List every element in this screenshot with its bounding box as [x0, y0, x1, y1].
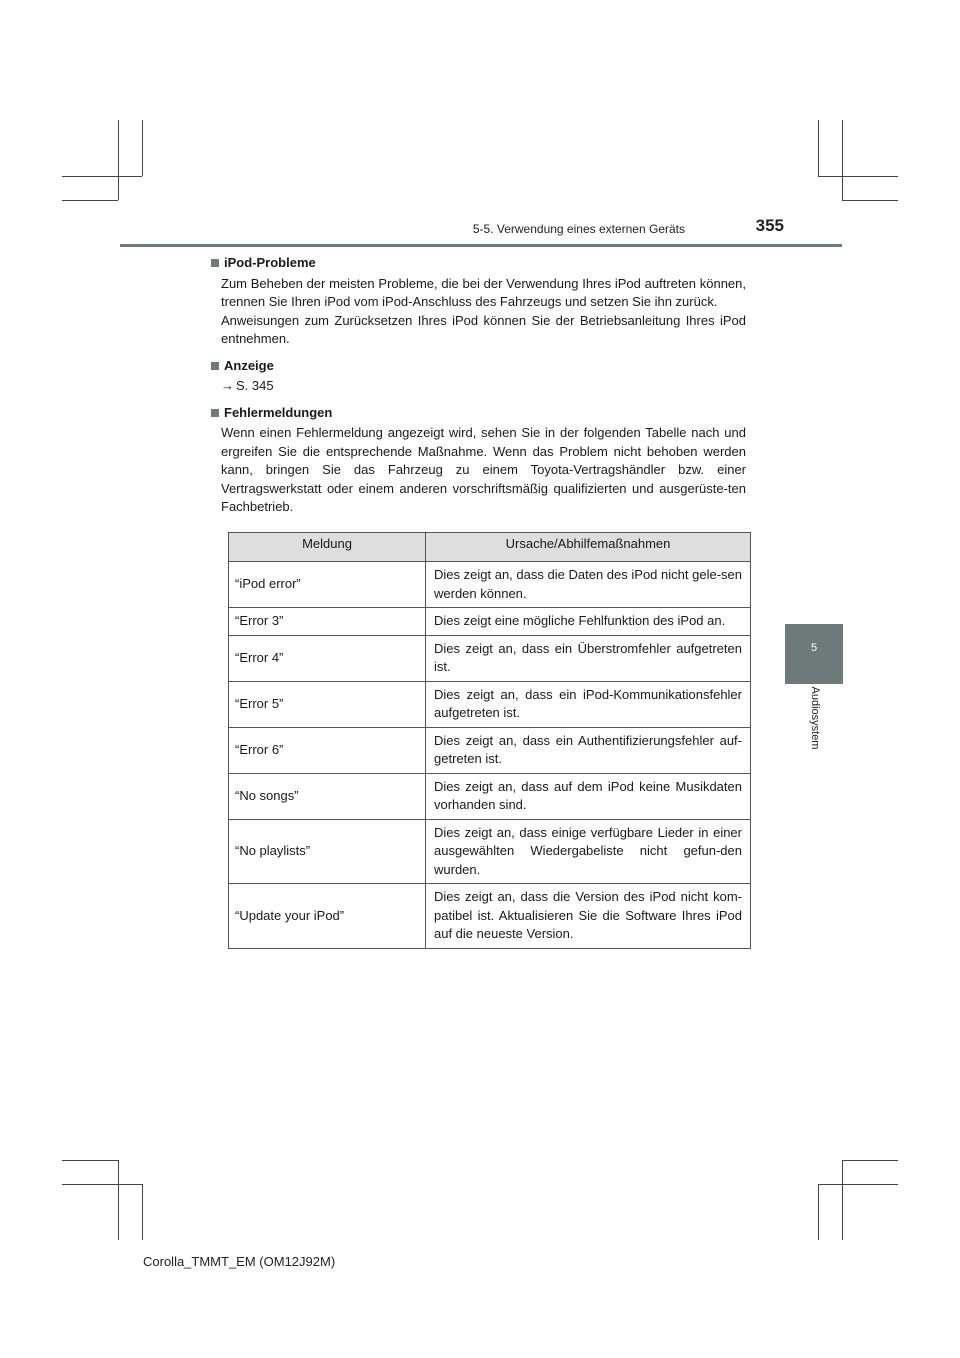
section-body: [221, 377, 746, 396]
section-heading-ipod-problems: [211, 254, 746, 273]
crop-mark: [118, 1160, 119, 1240]
crop-mark: [62, 1160, 118, 1161]
message-cell: “Error 5”: [229, 681, 426, 727]
table-row: [229, 727, 751, 773]
chapter-title: 5-5. Verwendung eines externen Geräts: [472, 222, 685, 236]
crop-mark: [842, 120, 843, 200]
cause-cell: Dies zeigt an, dass ein iPod-Kommunikationsfehler aufgetreten ist.: [426, 681, 751, 727]
page-reference-text: S. 345: [236, 378, 274, 393]
section-body: [221, 275, 746, 349]
crop-mark: [62, 1184, 142, 1185]
page-reference[interactable]: [221, 377, 746, 396]
chapter-tab-label: Audiosystem: [809, 686, 821, 750]
square-bullet-icon: [211, 362, 219, 370]
main-content: [211, 254, 746, 517]
table-row: [229, 884, 751, 949]
crop-mark: [818, 120, 819, 176]
arrow-right-icon: →: [221, 378, 234, 393]
column-header-message: Meldung: [229, 533, 426, 562]
header-rule: [120, 244, 842, 247]
table-row: [229, 608, 751, 636]
page-number: 355: [755, 216, 784, 235]
chapter-tab-number: 5: [810, 642, 818, 654]
cause-cell: Dies zeigt eine mögliche Fehlfunktion des iPod an.: [426, 608, 751, 636]
section-heading-error-messages: [211, 404, 746, 423]
message-cell: “Update your iPod”: [229, 884, 426, 949]
message-cell: “iPod error”: [229, 562, 426, 608]
table-row: [229, 562, 751, 608]
table-row: [229, 819, 751, 884]
crop-mark: [118, 120, 119, 200]
crop-mark: [842, 200, 898, 201]
cause-cell: Dies zeigt an, dass ein Überstromfehler aufgetreten ist.: [426, 635, 751, 681]
section-heading-display: [211, 357, 746, 376]
table-row: [229, 681, 751, 727]
cause-cell: Dies zeigt an, dass ein Authentifizierungsfehler auf-getreten ist.: [426, 727, 751, 773]
message-cell: “Error 6”: [229, 727, 426, 773]
table-header-row: [229, 533, 751, 562]
cause-cell: Dies zeigt an, dass auf dem iPod keine Musikdaten vorhanden sind.: [426, 773, 751, 819]
cause-cell: Dies zeigt an, dass die Version des iPod nicht kom-patibel ist. Aktualisieren Sie die Software Ihres iPod auf die neueste Version.: [426, 884, 751, 949]
paragraph: Anweisungen zum Zurücksetzen Ihres iPod können Sie der Betriebsanleitung Ihres iPod entnehmen.: [221, 312, 746, 346]
paragraph: Zum Beheben der meisten Probleme, die bei der Verwendung Ihres iPod auftreten können, trennen Sie Ihren iPod vom iPod-Anschluss des Fahrzeugs und setzen Sie ihn zurück.: [221, 275, 746, 309]
crop-mark: [62, 176, 142, 177]
section-heading-text: Fehlermeldungen: [224, 404, 333, 420]
crop-mark: [818, 176, 898, 177]
message-cell: “No playlists”: [229, 819, 426, 884]
crop-mark: [142, 120, 143, 176]
section-heading-text: Anzeige: [224, 357, 274, 373]
table-row: [229, 635, 751, 681]
crop-mark: [842, 1160, 898, 1161]
document-id: Corolla_TMMT_EM (OM12J92M): [143, 1254, 336, 1269]
message-cell: “Error 4”: [229, 635, 426, 681]
crop-mark: [818, 1184, 898, 1185]
table-row: [229, 773, 751, 819]
section-body: [221, 424, 746, 517]
paragraph: Wenn einen Fehlermeldung angezeigt wird, sehen Sie in der folgenden Tabelle nach und ergreifen Sie die entsprechende Maßnahme. Wenn das Problem nicht behoben werden kann, bringen Sie das Fahrzeug zu einem Toyota-Vertragshändler bzw. einer Vertragswerkstatt oder einem anderen vorschriftsmäßig qualifizierten und ausgerüste-ten Fachbetrieb.: [221, 425, 746, 514]
crop-mark: [818, 1184, 819, 1240]
cause-cell: Dies zeigt an, dass die Daten des iPod nicht gele-sen werden können.: [426, 562, 751, 608]
crop-mark: [842, 1160, 843, 1240]
crop-mark: [142, 1184, 143, 1240]
error-message-table: [228, 532, 751, 949]
message-cell: “Error 3”: [229, 608, 426, 636]
section-heading-text: iPod-Probleme: [224, 255, 316, 270]
crop-mark: [62, 200, 118, 201]
square-bullet-icon: [211, 409, 219, 417]
square-bullet-icon: [211, 259, 219, 267]
message-cell: “No songs”: [229, 773, 426, 819]
cause-cell: Dies zeigt an, dass einige verfügbare Lieder in einer ausgewählten Wiedergabeliste nicht gefun-den wurden.: [426, 819, 751, 884]
column-header-cause: Ursache/Abhilfemaßnahmen: [426, 533, 751, 562]
